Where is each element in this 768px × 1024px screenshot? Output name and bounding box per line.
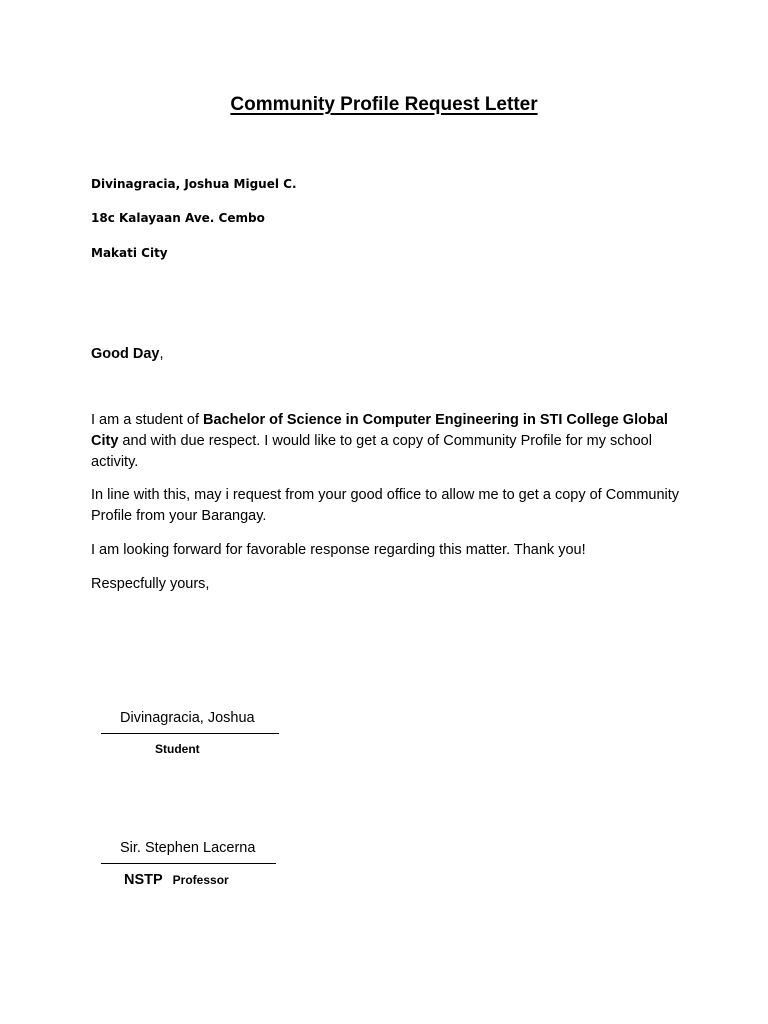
greeting-rest: , [159,346,164,362]
letter-title-text: Community Profile Request Letter [230,94,538,115]
paragraph-1 [91,410,691,473]
signatory-2-line [101,863,276,864]
paragraph-1-end: and with due respect. I would like to get a copy of Community Profile for my school activity. [91,433,652,470]
closing: Respecfully yours, [91,576,210,592]
paragraph-1-program: Bachelor of Science in Computer Engineering in STI College Global City [91,412,668,449]
paragraph-3: I am looking forward for favorable response regarding this matter. Thank you! [91,542,586,558]
signatory-2-role-title: Professor [172,873,229,887]
signatory-2-role [124,872,229,888]
sender-street: 18c Kalayaan Ave. Cembo [91,211,265,225]
greeting-bold: Good Day [91,346,160,362]
signatory-2-role-dept: NSTP [124,872,163,888]
paragraph-1-start: I am a student of [91,412,204,428]
signatory-1-role: Student [155,742,200,756]
signatory-2-name: Sir. Stephen Lacerna [120,840,256,856]
letter-title [0,93,768,117]
greeting [91,345,164,363]
signatory-1-name: Divinagracia, Joshua [120,710,255,726]
sender-name: Divinagracia, Joshua Miguel C. [91,177,297,191]
sender-city: Makati City [91,246,168,260]
paragraph-2: In line with this, may i request from your good office to allow me to get a copy of Community Profile from your Barangay. [91,487,680,524]
signatory-1-line [101,733,279,734]
